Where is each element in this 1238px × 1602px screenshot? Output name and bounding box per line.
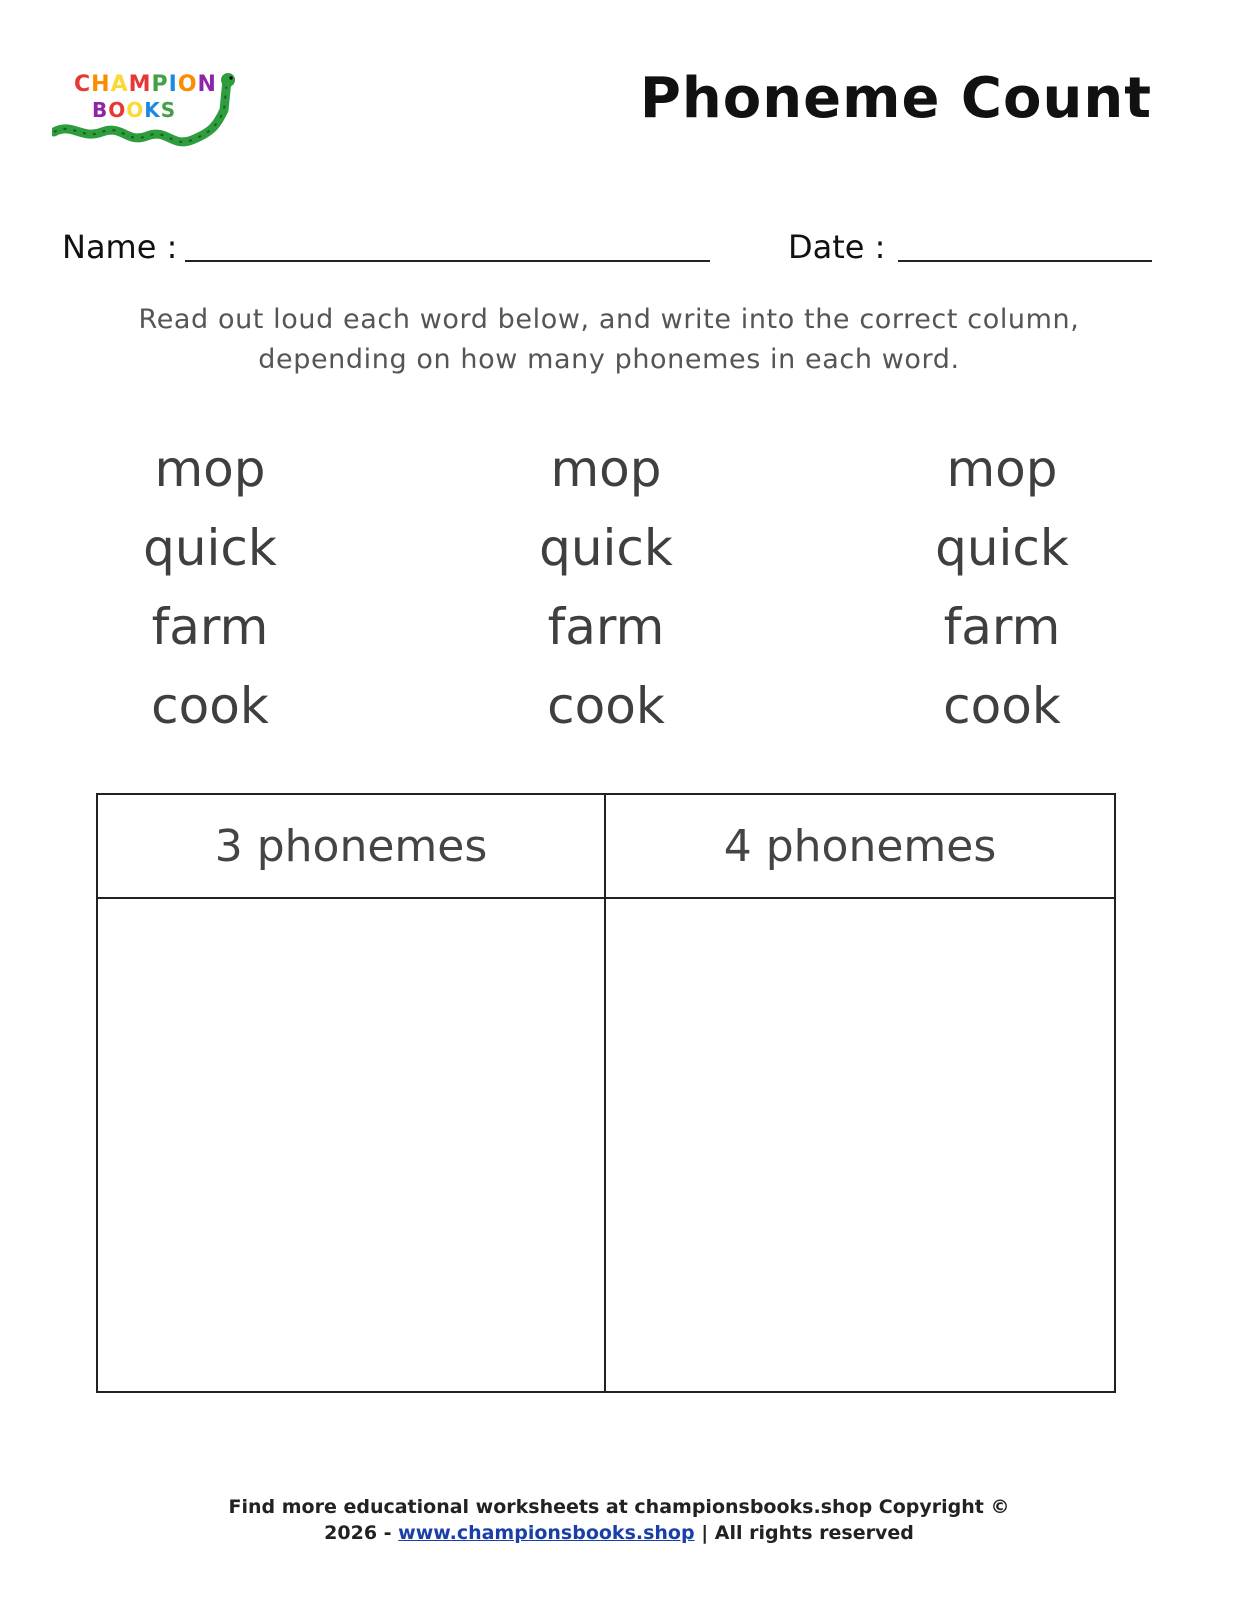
champion-books-logo xyxy=(52,70,237,155)
three-phonemes-header: 3 phonemes xyxy=(98,795,604,899)
word-column-1 xyxy=(60,430,360,746)
footer-rights: | All rights reserved xyxy=(694,1522,914,1544)
word-item: quick xyxy=(935,519,1069,577)
four-phonemes-answer-area[interactable] xyxy=(606,899,1114,1391)
word-item: farm xyxy=(151,598,269,656)
word-item: mop xyxy=(550,440,662,498)
word-item: farm xyxy=(547,598,665,656)
four-phonemes-header: 4 phonemes xyxy=(606,795,1114,899)
name-field-line[interactable] xyxy=(185,260,710,262)
word-column-3 xyxy=(852,430,1152,746)
name-label: Name : xyxy=(62,228,178,266)
word-item: cook xyxy=(547,677,665,735)
word-item: mop xyxy=(154,440,266,498)
footer-line-1: Find more educational worksheets at championsbooks.shop Copyright © xyxy=(228,1496,1010,1518)
footer-year: 2026 - xyxy=(324,1522,399,1544)
date-field-line[interactable] xyxy=(898,260,1152,262)
logo-line-1: CHAMPION xyxy=(74,72,217,97)
instructions xyxy=(60,300,1158,380)
page-title: Phoneme Count xyxy=(639,66,1152,131)
word-item: farm xyxy=(943,598,1061,656)
word-item: mop xyxy=(946,440,1058,498)
instructions-line-2: depending on how many phonemes in each word. xyxy=(258,344,960,375)
word-item: quick xyxy=(143,519,277,577)
three-phonemes-column xyxy=(98,795,606,1391)
word-column-2 xyxy=(456,430,756,746)
logo-line-2: BOOKS xyxy=(92,98,177,122)
footer-line-2 xyxy=(0,1520,1238,1546)
word-item: cook xyxy=(151,677,269,735)
word-item: cook xyxy=(943,677,1061,735)
footer xyxy=(0,1494,1238,1546)
word-item: quick xyxy=(539,519,673,577)
footer-website-link[interactable]: www.championsbooks.shop xyxy=(398,1522,695,1544)
date-label: Date : xyxy=(788,228,886,266)
phoneme-sort-table xyxy=(96,793,1116,1393)
three-phonemes-answer-area[interactable] xyxy=(98,899,604,1391)
four-phonemes-column xyxy=(606,795,1114,1391)
instructions-line-1: Read out loud each word below, and write into the correct column, xyxy=(138,304,1080,335)
